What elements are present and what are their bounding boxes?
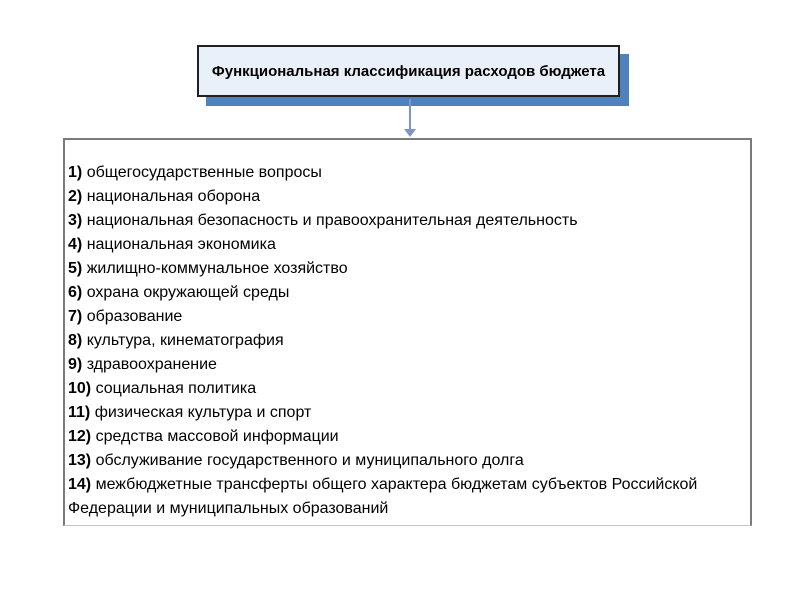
item-text: здравоохранение	[86, 356, 217, 373]
list-item	[68, 281, 742, 305]
down-arrow-icon	[403, 99, 417, 138]
item-number: 13)	[68, 452, 92, 469]
item-number: 3)	[68, 212, 83, 229]
list-item	[68, 329, 742, 353]
arrow-head	[404, 129, 416, 137]
list-item	[68, 401, 742, 425]
list-item	[68, 353, 742, 377]
item-number: 8)	[68, 332, 83, 349]
item-number: 6)	[68, 284, 83, 301]
list-item	[68, 185, 742, 209]
list-item	[68, 377, 742, 401]
list-item	[68, 425, 742, 449]
list-item	[68, 257, 742, 281]
list-item	[68, 449, 742, 473]
item-text: социальная политика	[95, 380, 257, 397]
item-text: обслуживание государственного и муниципального долга	[95, 452, 524, 469]
item-text: охрана окружающей среды	[86, 284, 290, 301]
list-item	[68, 209, 742, 233]
item-number: 5)	[68, 260, 83, 277]
item-text: культура, кинематография	[86, 332, 284, 349]
arrow-shaft	[409, 99, 411, 130]
item-text: средства массовой информации	[95, 428, 339, 445]
item-number: 14)	[68, 476, 92, 493]
item-text: образование	[86, 308, 183, 325]
item-number: 11)	[68, 404, 91, 421]
list-item	[68, 233, 742, 257]
item-text: национальная экономика	[86, 236, 276, 253]
list-item	[68, 473, 742, 521]
item-number: 4)	[68, 236, 83, 253]
item-text: общегосударственные вопросы	[86, 164, 322, 181]
item-text: национальная оборона	[86, 188, 261, 205]
item-number: 10)	[68, 380, 92, 397]
item-number: 1)	[68, 164, 83, 181]
item-text: физическая культура и спорт	[94, 404, 312, 421]
item-number: 7)	[68, 308, 83, 325]
item-text: национальная безопасность и правоохранительная деятельность	[86, 212, 578, 229]
item-text: жилищно-коммунальное хозяйство	[86, 260, 348, 277]
item-number: 12)	[68, 428, 92, 445]
item-number: 2)	[68, 188, 83, 205]
classification-list	[68, 161, 742, 521]
list-item	[68, 305, 742, 329]
title-text: Функциональная классификация расходов бюджета	[211, 62, 606, 80]
title-box	[197, 45, 620, 97]
list-item	[68, 161, 742, 185]
item-number: 9)	[68, 356, 83, 373]
classification-list-box	[63, 138, 752, 526]
item-text: межбюджетные трансферты общего характера бюджетам субъектов Российской Федерации и муниципальных образований	[68, 476, 698, 517]
